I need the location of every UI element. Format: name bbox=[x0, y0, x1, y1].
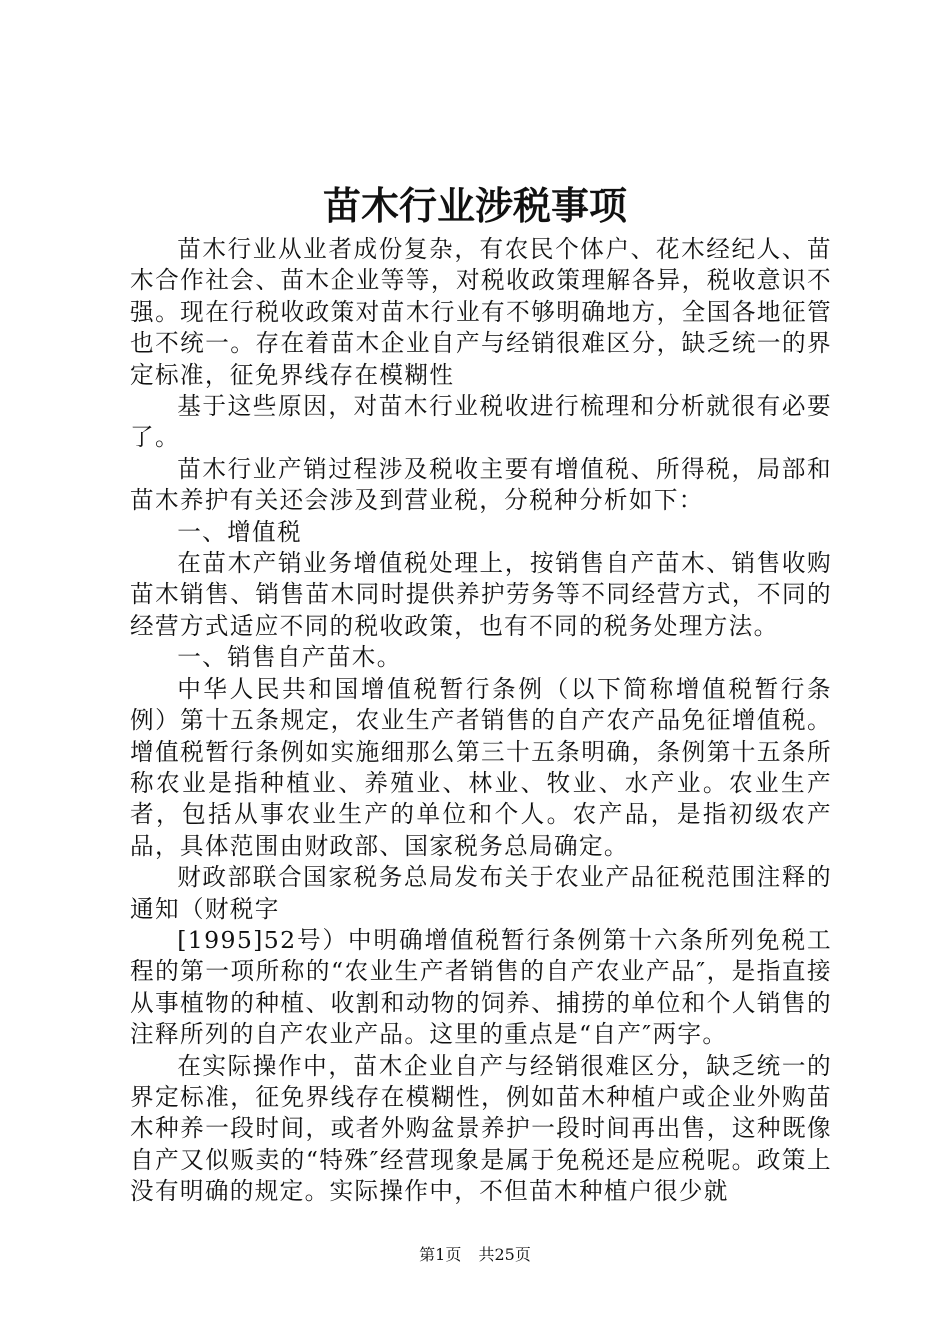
document-title: 苗木行业涉税事项 bbox=[322, 183, 627, 228]
page-total: 共25页 bbox=[478, 1245, 531, 1264]
page-footer bbox=[0, 1244, 950, 1266]
paragraph: 财政部联合国家税务总局发布关于农业产品征税范围注释的通知（财税字 bbox=[130, 863, 832, 923]
paragraph: 苗木行业产销过程涉及税收主要有增值税、所得税，局部和苗木养护有关还会涉及到营业税，分税种分析如下： bbox=[130, 454, 832, 515]
paragraph: [1995]52号）中明确增值税暂行条例第十六条所列免税工程的第一项所称的“农业生产者销售的自产农业产品″，是指直接从事植物的种植、收割和动物的饲养、捕捞的单位和个人销售的注释所列的自产农业产品。这里的重点是“自产″两字。 bbox=[130, 925, 832, 1049]
section-heading: 一、增值税 bbox=[177, 517, 302, 546]
paragraph: 苗木行业从业者成份复杂，有农民个体户、花木经纪人、苗木合作社会、苗木企业等等，对税收政策理解各异，税收意识不强。现在行税收政策对苗木行业有不够明确地方，全国各地征管也不统一。存在着苗木企业自产与经销很难区分，缺乏统一的界定标准，征免界线存在模糊性 bbox=[130, 235, 832, 389]
subsection-heading: 一、销售自产苗木。 bbox=[177, 643, 402, 672]
page-number: 第1页 bbox=[419, 1245, 462, 1264]
paragraph: 中华人民共和国增值税暂行条例（以下简称增值税暂行条例）第十五条规定，农业生产者销售的自产农产品免征增值税。增值税暂行条例如实施细那么第三十五条明确，条例第十五条所称农业是指种植业、养殖业、林业、牧业、水产业。农业生产者，包括从事农业生产的单位和个人。农产品，是指初级农产品，具体范围由财政部、国家税务总局确定。 bbox=[130, 674, 832, 860]
paragraph: 在苗木产销业务增值税处理上，按销售自产苗木、销售收购苗木销售、销售苗木同时提供养护劳务等不同经营方式，不同的经营方式适应不同的税收政策，也有不同的税务处理方法。 bbox=[130, 549, 832, 640]
paragraph: 在实际操作中，苗木企业自产与经销很难区分，缺乏统一的界定标准，征免界线存在模糊性，例如苗木种植户或企业外购苗木种养一段时间，或者外购盆景养护一段时间再出售，这种既像自产又似贩卖的“特殊″经营现象是属于免税还是应税呢。政策上没有明确的规定。实际操作中，不但苗木种植户很少就 bbox=[130, 1051, 832, 1206]
paragraph: 基于这些原因，对苗木行业税收进行梳理和分析就很有必要了。 bbox=[130, 392, 832, 452]
document-body bbox=[130, 234, 832, 1208]
